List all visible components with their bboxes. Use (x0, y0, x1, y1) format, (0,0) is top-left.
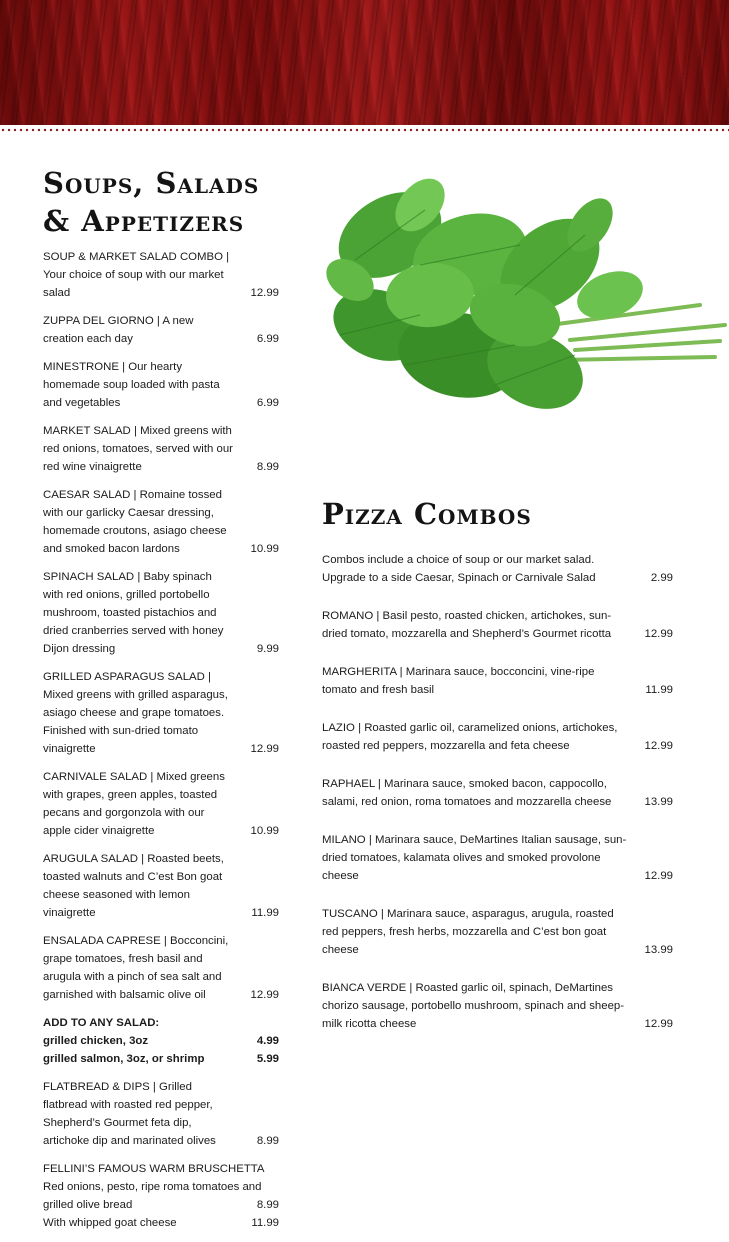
item-price: 12.99 (250, 743, 279, 755)
addon-row (43, 1050, 279, 1068)
bruschetta-title: FELLINI’S FAMOUS WARM BRUSCHETTA (43, 1163, 265, 1175)
item-description: MINESTRONE | Our hearty homemade soup loaded with pasta and vegetables (43, 361, 220, 409)
item-price: 8.99 (256, 461, 279, 473)
bruschetta-row (43, 1196, 279, 1214)
addons-heading: ADD TO ANY SALAD: (43, 1017, 160, 1029)
menu-item (43, 248, 279, 302)
soups-salads-list (43, 248, 279, 1242)
item-description: SOUP & MARKET SALAD COMBO | Your choice of soup with our market salad (43, 251, 230, 299)
addon-label: grilled salmon, 3oz, or shrimp (43, 1053, 205, 1065)
item-description: GRILLED ASPARAGUS SALAD | Mixed greens with grilled asparagus, asiago cheese and grape tomatoes. Finished with sun-dried tomato vinaigrette (43, 671, 228, 755)
soups-salads-title (43, 164, 303, 240)
item-description: RAPHAEL | Marinara sauce, smoked bacon, cappocollo, salami, red onion, roma tomatoes and mozzarella cheese (322, 778, 612, 808)
item-description: MARGHERITA | Marinara sauce, bocconcini, vine-ripe tomato and fresh basil (322, 666, 595, 696)
menu-item (43, 422, 279, 476)
intro-line: Combos include a choice of soup or our market salad. (322, 554, 595, 566)
pizza-combos-list (322, 551, 673, 1053)
item-price: 6.99 (256, 397, 279, 409)
menu-item (43, 312, 279, 348)
item-price: 8.99 (256, 1199, 279, 1211)
salad-addons (43, 1014, 279, 1068)
item-price: 10.99 (250, 825, 279, 837)
item-description: LAZIO | Roasted garlic oil, caramelized onions, artichokes, roasted red peppers, mozzarella and feta cheese (322, 722, 618, 752)
item-price: 13.99 (644, 796, 673, 808)
item-description: FLATBREAD & DIPS | Grilled flatbread with roasted red pepper, Shepherd’s Gourmet feta dip, artichoke dip and marinated olives (43, 1081, 216, 1147)
menu-item (43, 850, 279, 922)
menu-item (43, 358, 279, 412)
bruschetta-line: Red onions, pesto, ripe roma tomatoes and (43, 1181, 262, 1193)
menu-item (322, 831, 673, 885)
title-line-1: Soups, Salads (43, 166, 260, 200)
intro-row (322, 569, 673, 587)
item-description: ENSALADA CAPRESE | Bocconcini, grape tomatoes, fresh basil and arugula with a pinch of sea salt and garnished with balsamic olive oil (43, 935, 229, 1001)
item-description: ZUPPA DEL GIORNO | A new creation each day (43, 315, 194, 345)
bruschetta-line: With whipped goat cheese (43, 1217, 177, 1229)
item-price: 9.99 (256, 643, 279, 655)
basil-stems (550, 305, 725, 360)
item-price: 6.99 (256, 333, 279, 345)
item-description: BIANCA VERDE | Roasted garlic oil, spinach, DeMartines chorizo sausage, portobello mushroom, spinach and sheep-milk ricotta cheese (322, 982, 625, 1030)
menu-item (43, 486, 279, 558)
item-price: 11.99 (251, 1217, 279, 1229)
item-description: TUSCANO | Marinara sauce, asparagus, arugula, roasted red peppers, fresh herbs, mozzarella and C’est bon goat cheese (322, 908, 614, 956)
item-price: 12.99 (644, 740, 673, 752)
item-price: 12.99 (644, 1018, 673, 1030)
bruschetta-item (43, 1160, 279, 1232)
item-price: 11.99 (645, 684, 673, 696)
pizza-combos-title: Pizza Combos (322, 497, 532, 531)
menu-item (322, 607, 673, 643)
menu-item (43, 568, 279, 658)
item-price: 11.99 (251, 907, 279, 919)
item-price: 13.99 (644, 944, 673, 956)
item-description: CARNIVALE SALAD | Mixed greens with grapes, green apples, toasted pecans and gorgonzola with our apple cider vinaigrette (43, 771, 225, 837)
item-price: 8.99 (256, 1135, 279, 1147)
menu-item (43, 768, 279, 840)
item-description: ARUGULA SALAD | Roasted beets, toasted walnuts and C’est Bon goat cheese seasoned with lemon vinaigrette (43, 853, 224, 919)
item-description: SPINACH SALAD | Baby spinach with red onions, grilled portobello mushroom, toasted pistachios and dried cranberries served with honey Dijon dressing (43, 571, 224, 655)
title-line-2: & Appetizers (43, 204, 245, 238)
item-description: MILANO | Marinara sauce, DeMartines Italian sausage, sun-dried tomatoes, kalamata olives and smoked provolone cheese (322, 834, 627, 882)
menu-item (322, 775, 673, 811)
menu-item (322, 719, 673, 755)
bruschetta-line: grilled olive bread (43, 1199, 133, 1211)
menu-item (322, 979, 673, 1033)
item-description: ROMANO | Basil pesto, roasted chicken, artichokes, sun-dried tomato, mozzarella and Shepherd’s Gourmet ricotta (322, 610, 612, 640)
menu-item (43, 668, 279, 758)
combos-intro (322, 551, 673, 587)
dotted-divider (0, 128, 729, 132)
menu-item (322, 663, 673, 699)
menu-item (43, 932, 279, 1004)
red-wood-banner (0, 0, 729, 125)
bruschetta-row (43, 1214, 279, 1232)
item-price: 12.99 (250, 287, 279, 299)
addon-row (43, 1032, 279, 1050)
addon-price: 4.99 (256, 1035, 279, 1047)
item-description: CAESAR SALAD | Romaine tossed with our garlicky Caesar dressing, homemade croutons, asiago cheese and smoked bacon lardons (43, 489, 227, 555)
menu-item (43, 1078, 279, 1150)
intro-line: Upgrade to a side Caesar, Spinach or Carnivale Salad (322, 572, 596, 584)
item-description: MARKET SALAD | Mixed greens with red onions, tomatoes, served with our red wine vinaigrette (43, 425, 233, 473)
addon-label: grilled chicken, 3oz (43, 1035, 149, 1047)
basil-leaves (320, 169, 649, 424)
menu-item (322, 905, 673, 959)
item-price: 12.99 (644, 628, 673, 640)
addon-price: 5.99 (256, 1053, 279, 1065)
item-price: 12.99 (644, 870, 673, 882)
item-price: 12.99 (250, 989, 279, 1001)
basil-photo (320, 165, 729, 437)
item-price: 10.99 (250, 543, 279, 555)
intro-price: 2.99 (650, 572, 673, 584)
